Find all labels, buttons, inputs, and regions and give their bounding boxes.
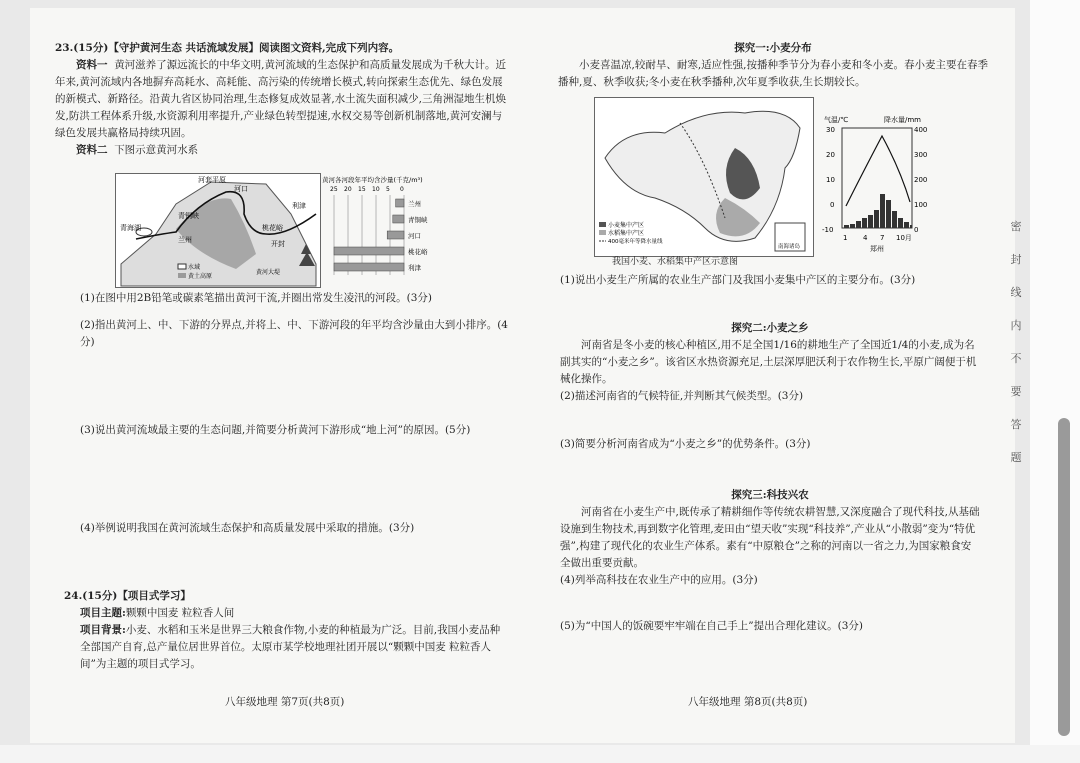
legend-water: 水域 xyxy=(188,264,201,271)
precip-bars xyxy=(844,194,912,228)
q24-theme-label: 项目主题: xyxy=(80,607,126,619)
q23-2: (2)指出黄河上、中、下游的分界点,并将上、中、下游河段的年平均含沙量由大到小排序。(4分) xyxy=(80,319,508,348)
precip-tick-0: 0 xyxy=(914,226,919,234)
q23-3: (3)说出黄河流域最主要的生态问题,并简要分析黄河下游形成“地上河”的原因。(5分) xyxy=(80,424,471,436)
q23-4: (4)举例说明我国在黄河流域生态保护和高质量发展中采取的措施。(3分) xyxy=(80,522,415,534)
binding-char: 要 xyxy=(1010,385,1022,398)
binding-char: 答 xyxy=(1010,418,1022,431)
material-1-label: 资料一 xyxy=(76,59,108,71)
temp-tick-0: 0 xyxy=(830,201,835,209)
chart-tick-label: 0 xyxy=(400,186,404,193)
label-hekou: 河口 xyxy=(234,185,248,193)
explore3-q4: (4)列举高科技在农业生产中的应用。(3分) xyxy=(560,574,758,586)
binding-char: 密 xyxy=(1010,220,1022,233)
explore1-text: 小麦喜温凉,较耐旱、耐寒,适应性强,按播种季节分为春小麦和冬小麦。春小麦主要在春季播种,夏、秋季收获;冬小麦在秋季播种,次年夏季收获,生长期较长。 xyxy=(558,59,989,88)
q23-4-block xyxy=(80,520,510,537)
chart-tick-label: 15 xyxy=(358,186,366,193)
climate-precip-unit: 降水量/mm xyxy=(884,116,921,124)
chart-category-label: 利津 xyxy=(408,264,421,272)
q24-background xyxy=(64,622,509,673)
china-crop-map xyxy=(594,97,814,257)
map-caption: 我国小麦、水稻集中产区示意图 xyxy=(612,257,739,267)
temp-curve xyxy=(846,136,910,206)
chart-category-label: 桃花峪 xyxy=(408,248,428,256)
chart-bar xyxy=(396,199,404,207)
label-hetao: 河套平原 xyxy=(198,176,226,184)
explore3-text: 河南省在小麦生产中,既传承了精耕细作等传统农耕智慧,又深度融合了现代科技,从基础设施到生物技术,再到数字化管理,麦田由“望天收”实现“科技养”,产业从“小散弱”变为“特优强”,构建了现代化的农业生产体系。素有“中原粮仓”之称的河南以一省之力,为国家粮食安全做出重要贡献。 xyxy=(560,506,980,569)
sediment-chart xyxy=(322,173,442,286)
footer-left: 八年级地理 第7页(共8页) xyxy=(225,696,345,708)
material-1 xyxy=(55,57,510,142)
material-2-text: 下图示意黄河水系 xyxy=(114,144,199,156)
left-page xyxy=(55,40,510,159)
legend-levee: 黄河大堤 xyxy=(256,269,281,276)
explore3-title: 探究三:科技兴农 xyxy=(731,489,809,501)
chart-bar xyxy=(334,263,404,271)
label-lijin: 利津 xyxy=(292,202,306,210)
label-qingtongxia: 青铜峡 xyxy=(178,212,199,220)
china-crop-map-svg xyxy=(595,98,813,256)
map-legend-rice: 水稻集中产区 xyxy=(608,230,645,237)
chart-tick-label: 10 xyxy=(372,186,380,193)
label-lanzhou: 兰州 xyxy=(178,236,192,244)
label-taohuayu: 桃花峪 xyxy=(262,224,283,232)
q24-theme-text: 颗颗中国麦 粒粒香人间 xyxy=(125,607,235,619)
temp-tick-30: 30 xyxy=(826,126,835,134)
material-2 xyxy=(55,142,510,159)
explore2-q3-block xyxy=(560,436,980,453)
chart-bar xyxy=(334,247,404,255)
precip-tick-300: 300 xyxy=(914,151,928,159)
explore3-q5: (5)为“中国人的饭碗要牢牢端在自己手上”提出合理化建议。(3分) xyxy=(560,620,863,632)
binding-margin xyxy=(1005,210,1027,474)
q23-header: 23.(15分)【守护黄河生态 共话流域发展】阅读图文资料,完成下列内容。 xyxy=(55,42,400,54)
month-1: 1 xyxy=(843,234,848,242)
chart-bar xyxy=(387,231,404,239)
temp-tick-10: 10 xyxy=(826,176,835,184)
viewer-bottom-strip xyxy=(0,745,1080,763)
chart-category-label: 兰州 xyxy=(408,200,421,208)
explore2-title: 探究二:小麦之乡 xyxy=(731,322,809,334)
explore2-q3: (3)简要分析河南省成为“小麦之乡”的优势条件。(3分) xyxy=(560,438,811,450)
viewer-right-strip xyxy=(1030,0,1080,763)
explore1-title: 探究一:小麦分布 xyxy=(734,42,812,54)
climate-temp-unit: 气温/℃ xyxy=(824,116,849,124)
month-7: 7 xyxy=(880,234,885,242)
q23-1: (1)在图中用2B铅笔或碳素笔描出黄河干流,并圈出常发生凌汛的河段。(3分) xyxy=(80,292,432,304)
chart-tick-label: 20 xyxy=(344,186,352,193)
sediment-chart-svg xyxy=(322,173,442,286)
material-1-text: 黄河滋养了源远流长的中华文明,黄河流域的生态保护和高质量发展成为千秋大计。近年来,黄河流域内各地摒弃高耗水、高耗能、高污染的传统增长模式,转向探索生态优先、绿色发展的新模式、新路径。沿黄九省区协同治理,生态修复成效显著,水土流失面积减少,三角洲湿地生机焕发,防洪工程体系升级,水资源利用率提升,产业绿色转型提速,水权交易等创新机制落地,黄河安澜与绿色发展共赢格局持续巩固。 xyxy=(55,59,507,139)
right-page xyxy=(558,40,988,91)
legend-loess: 黄土高原 xyxy=(188,273,213,280)
label-kaifeng: 开封 xyxy=(271,240,285,248)
climate-chart xyxy=(822,114,932,254)
explore2-block xyxy=(560,320,980,405)
climate-chart-svg xyxy=(822,114,932,254)
map-legend-isohyet: 400毫米年等降水量线 xyxy=(608,239,663,245)
chart-category-label: 河口 xyxy=(408,232,421,240)
month-10: 10月 xyxy=(896,234,912,242)
chart-title: 黄河各河段年平均含沙量(千克/m³) xyxy=(322,176,423,184)
q24-block xyxy=(64,588,509,673)
q24-header: 24.(15分)【项目式学习】 xyxy=(64,590,191,602)
q23-questions xyxy=(80,290,510,351)
map-caption-block xyxy=(612,256,812,269)
precip-tick-200: 200 xyxy=(914,176,928,184)
chart-tick-label: 5 xyxy=(386,186,390,193)
binding-char: 题 xyxy=(1010,451,1022,464)
material-2-label: 资料二 xyxy=(76,144,108,156)
climate-city: 郑州 xyxy=(870,245,884,253)
map-legend-wheat: 小麦集中产区 xyxy=(608,222,645,229)
binding-char: 不 xyxy=(1010,352,1022,365)
explore1-q1: (1)说出小麦生产所属的农业生产部门及我国小麦集中产区的主要分布。(3分) xyxy=(560,274,916,286)
q24-bg-text: 小麦、水稻和玉米是世界三大粮食作物,小麦的种植最为广泛。目前,我国小麦品种全部国产自育,总产量位居世界首位。太原市某学校地理社团开展以“颗颗中国麦 粒粒香人间”为主题的项目式学习。 xyxy=(80,624,501,670)
chart-bar xyxy=(393,215,404,223)
q24-bg-label: 项目背景: xyxy=(80,624,126,636)
yellow-river-map xyxy=(115,173,321,288)
binding-char: 内 xyxy=(1010,319,1022,332)
q23-3-block xyxy=(80,422,510,439)
binding-char: 线 xyxy=(1010,286,1022,299)
chart-category-label: 青铜峡 xyxy=(408,216,428,224)
chart-tick-label: 25 xyxy=(330,186,338,193)
q24-theme xyxy=(64,605,509,622)
label-qinghai-lake: 青海湖 xyxy=(120,224,141,232)
explore1-q-block xyxy=(560,272,990,289)
explore2-q2: (2)描述河南省的气候特征,并判断其气候类型。(3分) xyxy=(560,390,804,402)
binding-char: 封 xyxy=(1010,253,1022,266)
footer-right: 八年级地理 第8页(共8页) xyxy=(688,696,808,708)
explore2-text: 河南省是冬小麦的核心种植区,用不足全国1/16的耕地生产了全国近1/4的小麦,成为名副其实的“小麦之乡”。该省区水热资源充足,土层深厚肥沃利于农作物生长,平原广阔便于机械化操作。 xyxy=(560,339,977,385)
explore3-block xyxy=(560,487,980,589)
yellow-river-map-svg xyxy=(116,174,320,287)
temp-tick-neg10: -10 xyxy=(822,226,834,234)
scrollbar-thumb[interactable] xyxy=(1058,418,1070,736)
month-4: 4 xyxy=(863,234,868,242)
map-inset-label: 南海诸岛 xyxy=(778,244,801,250)
precip-tick-400: 400 xyxy=(914,126,928,134)
precip-tick-100: 100 xyxy=(914,201,928,209)
explore3-q5-block xyxy=(560,618,980,635)
temp-tick-20: 20 xyxy=(826,151,835,159)
